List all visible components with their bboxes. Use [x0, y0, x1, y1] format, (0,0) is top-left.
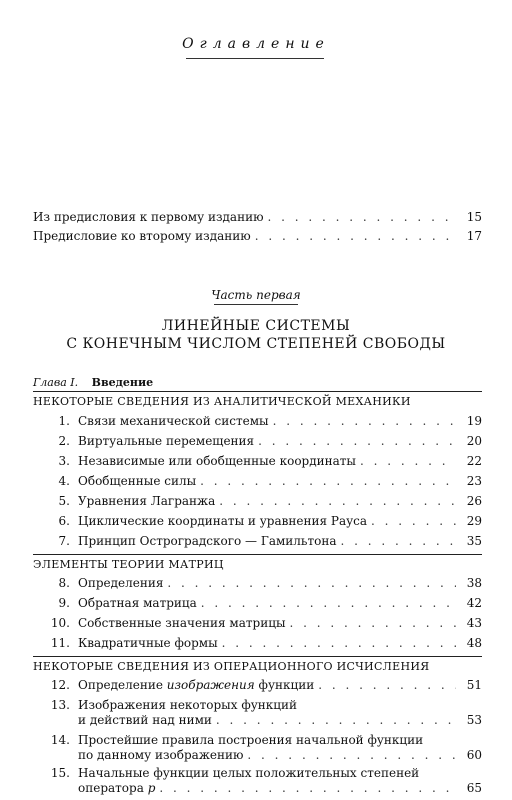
toc-entry-title: Независимые или обобщенные координаты	[78, 454, 356, 468]
toc-entry	[33, 210, 482, 224]
toc-entry-title-cont: по данному изображению	[78, 748, 244, 762]
leader-dots	[219, 494, 456, 508]
toc-entry	[78, 781, 482, 795]
toc-entry-title-cont: и действий над ними	[78, 713, 212, 727]
title-underline	[186, 58, 324, 59]
toc-entry-title: Начальные функции целых положительных степеней	[78, 766, 420, 780]
toc-entry-number: 5.	[58, 494, 70, 508]
title-part: оператора	[78, 781, 148, 795]
toc-entry-page: 17	[466, 229, 482, 243]
toc-entry-page: 22	[466, 454, 482, 468]
toc-entry-title: Квадратичные формы	[78, 636, 218, 650]
toc-entry	[48, 576, 482, 590]
part-underline	[214, 304, 298, 305]
section-heading: НЕКОТОРЫЕ СВЕДЕНИЯ ИЗ АНАЛИТИЧЕСКОЙ МЕХАНИКИ	[33, 395, 411, 408]
toc-entry-number: 14.	[50, 733, 70, 747]
toc-entry-page: 19	[466, 414, 482, 428]
toc-entry-line	[48, 766, 419, 780]
toc-entry-title: Изображения некоторых функций	[78, 698, 297, 712]
toc-entry-page: 53	[466, 713, 482, 727]
section-heading: НЕКОТОРЫЕ СВЕДЕНИЯ ИЗ ОПЕРАЦИОННОГО ИСЧИСЛЕНИЯ	[33, 660, 430, 673]
toc-entry-page: 38	[466, 576, 482, 590]
title-emphasis: изображения	[166, 678, 255, 692]
toc-entry	[78, 748, 482, 762]
toc-entry-title: Виртуальные перемещения	[78, 434, 255, 448]
toc-entry-title: Простейшие правила построения начальной функции	[78, 733, 424, 747]
page-title: Оглавление	[182, 36, 330, 52]
toc-entry-number: 11.	[50, 636, 70, 650]
toc-entry-number: 2.	[58, 434, 70, 448]
toc-entry-title: Связи механической системы	[78, 414, 269, 428]
part-title-line2: С КОНЕЧНЫМ ЧИСЛОМ СТЕПЕНЕЙ СВОБОДЫ	[66, 336, 446, 352]
toc-entry-title: Принцип Остроградского — Гамильтона	[78, 534, 337, 548]
leader-dots	[258, 434, 456, 448]
toc-entry-number: 1.	[58, 414, 70, 428]
leader-dots	[360, 454, 456, 468]
leader-dots	[167, 576, 456, 590]
toc-entry-page: 43	[466, 616, 482, 630]
toc-entry-page: 15	[466, 210, 482, 224]
leader-dots	[200, 474, 456, 488]
chapter-heading	[33, 376, 153, 389]
toc-entry	[48, 596, 482, 610]
chapter-label: Глава I.	[33, 376, 79, 389]
leader-dots	[268, 210, 456, 224]
toc-entry-title: Обобщенные силы	[78, 474, 197, 488]
toc-entry-title: Уравнения Лагранжа	[78, 494, 216, 508]
section-rule	[33, 656, 482, 657]
toc-entry-number: 8.	[58, 576, 70, 590]
chapter-name: Введение	[91, 376, 154, 389]
toc-entry	[48, 678, 482, 692]
title-emphasis: p	[147, 781, 156, 795]
toc-entry	[48, 474, 482, 488]
title-part: функции	[254, 678, 315, 692]
toc-entry-line	[48, 698, 297, 712]
toc-entry-page: 65	[466, 781, 482, 795]
toc-entry-number: 3.	[58, 454, 70, 468]
toc-entry-page: 35	[466, 534, 482, 548]
toc-entry-title: Предисловие ко второму изданию	[33, 229, 251, 243]
toc-entry-title	[78, 678, 314, 692]
toc-entry	[48, 514, 482, 528]
toc-entry-number: 7.	[58, 534, 70, 548]
part-title-line1: ЛИНЕЙНЫЕ СИСТЕМЫ	[161, 318, 351, 334]
toc-entry-title: Определения	[78, 576, 164, 590]
section-heading: ЭЛЕМЕНТЫ ТЕОРИИ МАТРИЦ	[33, 558, 224, 571]
part-label: Часть первая	[211, 288, 301, 302]
toc-entry-number: 13.	[50, 698, 70, 712]
leader-dots	[159, 781, 456, 795]
toc-entry-title: Обратная матрица	[78, 596, 197, 610]
toc-entry-number: 6.	[58, 514, 70, 528]
toc-entry-line	[48, 733, 423, 747]
toc-entry	[48, 414, 482, 428]
leader-dots	[201, 596, 456, 610]
toc-entry-number: 10.	[50, 616, 70, 630]
toc-entry-number: 12.	[50, 678, 70, 692]
leader-dots	[340, 534, 456, 548]
leader-dots	[371, 514, 456, 528]
title-part: Определение	[78, 678, 167, 692]
toc-entry-number: 4.	[58, 474, 70, 488]
toc-entry-number: 15.	[50, 766, 70, 780]
toc-entry	[33, 229, 482, 243]
toc-entry	[48, 494, 482, 508]
toc-entry-page: 26	[466, 494, 482, 508]
toc-entry-title: Собственные значения матрицы	[78, 616, 286, 630]
leader-dots	[255, 229, 456, 243]
toc-entry	[48, 434, 482, 448]
toc-entry-page: 42	[466, 596, 482, 610]
section-rule	[33, 554, 482, 555]
leader-dots	[318, 678, 456, 692]
toc-entry-page: 29	[466, 514, 482, 528]
toc-entry	[78, 713, 482, 727]
toc-entry	[48, 454, 482, 468]
toc-entry	[48, 534, 482, 548]
leader-dots	[247, 748, 456, 762]
toc-entry	[48, 636, 482, 650]
toc-entry-title: Циклические координаты и уравнения Рауса	[78, 514, 368, 528]
toc-entry-page: 60	[466, 748, 482, 762]
toc-entry-page: 23	[466, 474, 482, 488]
leader-dots	[290, 616, 457, 630]
leader-dots	[216, 713, 456, 727]
leader-dots	[222, 636, 456, 650]
toc-entry-title-cont	[78, 781, 155, 795]
toc-entry-page: 20	[466, 434, 482, 448]
section-rule	[33, 391, 482, 392]
toc-entry-page: 51	[466, 678, 482, 692]
toc-entry-number: 9.	[58, 596, 70, 610]
toc-entry	[48, 616, 482, 630]
toc-entry-page: 48	[466, 636, 482, 650]
leader-dots	[273, 414, 456, 428]
toc-entry-title: Из предисловия к первому изданию	[33, 210, 264, 224]
